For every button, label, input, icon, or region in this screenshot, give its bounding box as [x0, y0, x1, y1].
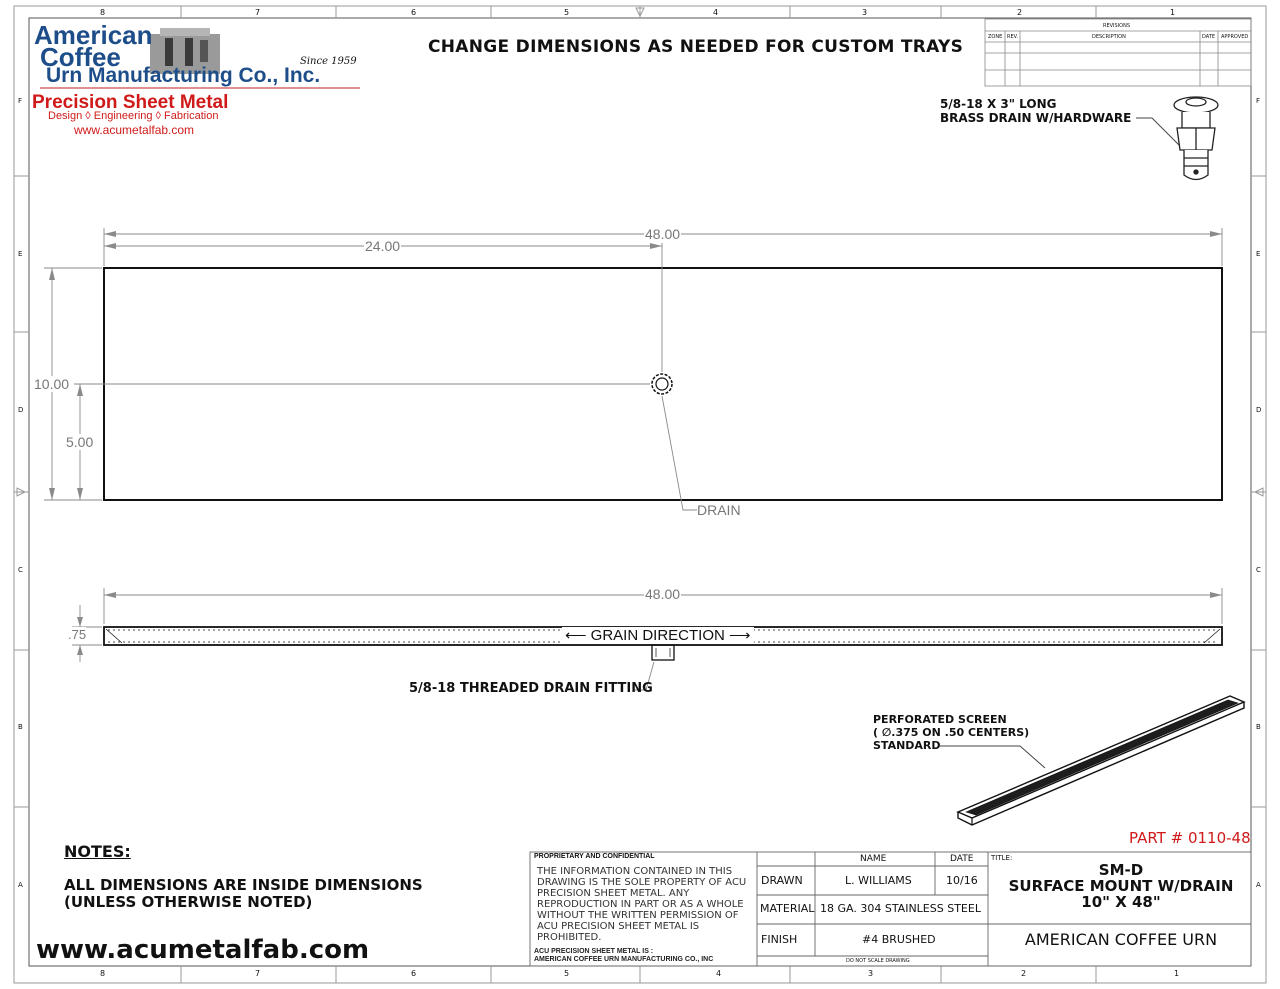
- fitting-label: 5/8-18 THREADED DRAIN FITTING: [409, 681, 653, 696]
- dim-thickness: .75: [68, 627, 87, 642]
- dim-drain-center: 24.00: [365, 238, 401, 254]
- row-label: A: [1256, 881, 1261, 889]
- logo-line-coffee: Coffee: [40, 42, 121, 72]
- part-number: PART # 0110-48: [1129, 829, 1251, 847]
- row-label: C: [18, 566, 23, 574]
- tb-drawn-name: L. WILLIAMS: [845, 874, 912, 887]
- sheet-border-outer: [14, 6, 1266, 983]
- tb-drawn-label: DRAWN: [761, 874, 803, 887]
- row-label: E: [1256, 250, 1261, 258]
- screen-callout-line2: ( ∅.375 ON .50 CENTERS): [873, 726, 1030, 739]
- tb-acu-line: ACU PRECISION SHEET METAL IS :: [534, 948, 654, 955]
- dimension-lines-top-view: [44, 228, 1222, 510]
- row-label: D: [1256, 406, 1262, 414]
- row-label: C: [1256, 566, 1261, 574]
- col-label: 2: [1017, 8, 1023, 17]
- col-label: 1: [1170, 8, 1176, 17]
- tb-company: AMERICAN COFFEE URN: [1024, 930, 1218, 949]
- col-label: 3: [862, 8, 868, 17]
- tb-date-header: DATE: [950, 854, 974, 864]
- row-label: F: [18, 97, 23, 105]
- grain-direction: ⟵ GRAIN DIRECTION ⟶: [562, 627, 754, 644]
- brass-drain-illustration: [1136, 97, 1218, 180]
- tb-title-line1: SM-D: [1098, 861, 1144, 879]
- notes-body: [64, 877, 423, 911]
- col-label: 6: [411, 969, 417, 978]
- screen-callout-line1: PERFORATED SCREEN: [873, 713, 1007, 726]
- tb-material-value: 18 GA. 304 STAINLESS STEEL: [820, 902, 981, 915]
- row-label: A: [18, 881, 23, 889]
- tb-title: [990, 862, 1252, 910]
- col-label: 8: [100, 969, 106, 978]
- row-label: B: [18, 723, 23, 731]
- tb-drawn-date: 10/16: [946, 874, 978, 887]
- screen-callout-line3: STANDARD: [873, 739, 941, 752]
- col-label: 4: [713, 8, 719, 17]
- tb-title-line2: SURFACE MOUNT W/DRAIN: [1008, 877, 1234, 895]
- col-label: 2: [1021, 969, 1027, 978]
- col-label: 7: [255, 8, 261, 17]
- notes-line1: ALL DIMENSIONS ARE INSIDE DIMENSIONS: [64, 876, 423, 894]
- drain-callout-line1: 5/8-18 X 3" LONG: [940, 97, 1057, 111]
- screen-callout: [873, 713, 1029, 752]
- dim-overall-length: 48.00: [645, 226, 681, 242]
- dim-side-length: 48.00: [645, 586, 681, 602]
- dim-width: 10.00: [34, 376, 70, 392]
- tb-prop-text: THE INFORMATION CONTAINED IN THIS DRAWING IS THE SOLE PROPERTY OF ACU PRECISION SHEET METAL. ANY REPRODUCTION IN PART OR AS A WHOLE WITHOUT THE WRITTEN PERMISSION OF ACU PRECISION SHEET METAL IS PROHIBITED.: [537, 866, 747, 943]
- tb-title-header: TITLE:: [991, 854, 1013, 862]
- col-label: 1: [1174, 969, 1180, 978]
- revisions-title: REVISIONS: [1103, 23, 1131, 29]
- revisions-col: DATE: [1202, 34, 1216, 40]
- row-label: E: [18, 250, 23, 258]
- logo-line-american: American: [34, 20, 153, 50]
- logo-psm: Precision Sheet Metal: [32, 92, 229, 113]
- tb-material-label: MATERIAL: [760, 902, 815, 915]
- col-label: 6: [411, 8, 417, 17]
- border-ticks: [14, 6, 1266, 983]
- col-label: 8: [100, 8, 106, 17]
- tb-do-not-scale: DO NOT SCALE DRAWING: [846, 958, 910, 964]
- drain-callout: [940, 97, 1131, 125]
- logo-line-urn: Urn Manufacturing Co., Inc.: [46, 64, 321, 87]
- row-label: B: [1256, 723, 1261, 731]
- dim-half-width: 5.00: [66, 434, 94, 450]
- notes-line2: (UNLESS OTHERWISE NOTED): [64, 893, 313, 911]
- row-label: F: [1256, 97, 1261, 105]
- revisions-table: [985, 19, 1251, 86]
- drain-callout-line2: BRASS DRAIN W/HARDWARE: [940, 111, 1132, 125]
- col-label: 5: [564, 969, 570, 978]
- row-label: D: [18, 406, 24, 414]
- tb-finish-value: #4 BRUSHED: [862, 933, 936, 946]
- col-label: 4: [716, 969, 722, 978]
- col-label: 5: [564, 8, 570, 17]
- revisions-col: APPROVED: [1221, 34, 1249, 40]
- notes-heading: NOTES:: [64, 842, 131, 861]
- drain-symbol: [652, 374, 672, 394]
- tb-acu-line2: AMERICAN COFFEE URN MANUFACTURING CO., INC: [534, 956, 714, 963]
- logo-services: Design ◊ Engineering ◊ Fabrication: [48, 110, 219, 122]
- col-label: 3: [868, 969, 874, 978]
- tb-title-line3: 10" X 48": [1081, 893, 1161, 911]
- drain-label: DRAIN: [697, 502, 741, 518]
- website-footer: www.acumetalfab.com: [36, 935, 370, 965]
- tb-name-header: NAME: [860, 854, 887, 864]
- col-label: 7: [255, 969, 261, 978]
- revisions-col: REV.: [1007, 34, 1018, 40]
- logo-since: Since 1959: [300, 56, 357, 67]
- sheet-border-inner: [29, 18, 1251, 966]
- page-header: CHANGE DIMENSIONS AS NEEDED FOR CUSTOM TRAYS: [428, 37, 964, 57]
- tb-finish-label: FINISH: [761, 933, 798, 946]
- tb-proprietary: PROPRIETARY AND CONFIDENTIAL: [534, 853, 655, 860]
- revisions-col: ZONE: [988, 34, 1003, 40]
- logo-url: www.acumetalfab.com: [74, 123, 195, 137]
- revisions-col: DESCRIPTION: [1092, 34, 1126, 40]
